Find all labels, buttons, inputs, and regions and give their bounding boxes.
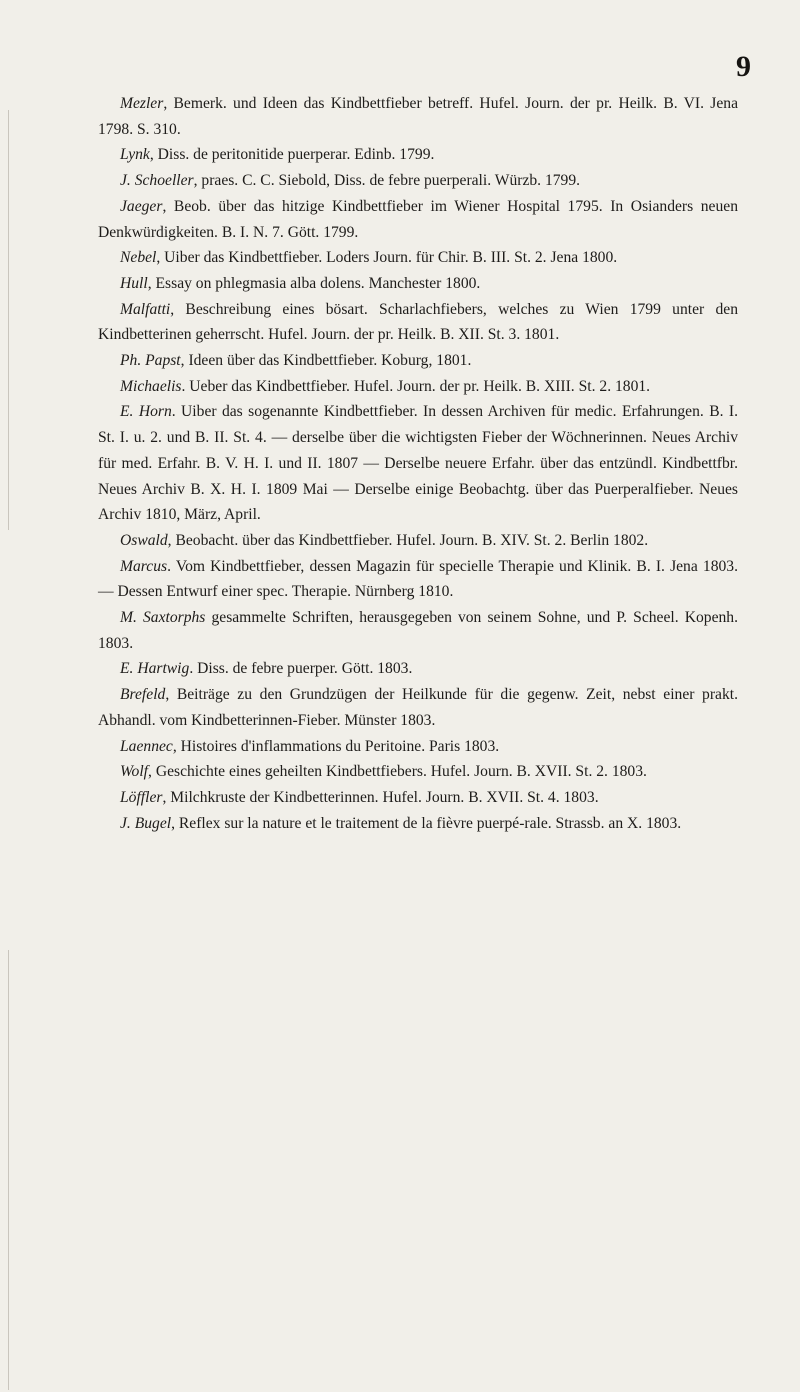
reference-text: , Geschichte eines geheilten Kindbettfiebers. Hufel. Journ. B. XVII. St. 2. 1803. — [148, 763, 647, 781]
reference-author: M. Saxtorphs — [120, 609, 206, 627]
reference-entry — [98, 194, 738, 245]
reference-text: . Uiber das sogenannte Kindbettfieber. In dessen Archiven für medic. Erfahrungen. B. I. St. I. u. 2. und B. II. St. 4. — derselbe über die wichtigsten Fieber der Wöchnerinnen. Neues Archiv für med. Erfahr. B. V. H. I. und II. 1807 — Derselbe neuere Erfahr. über das entzündl. Kindbettfbr. Neues Archiv B. X. H. I. 1809 Mai — Derselbe einige Beobachtg. über das Puerperalfieber. Neues Archiv 1810, März, April. — [98, 403, 738, 524]
reference-author: J. Bugel — [120, 814, 172, 832]
reference-entry — [98, 374, 738, 400]
reference-author: E. Hartwig — [120, 660, 190, 678]
reference-text: , Beob. über das hitzige Kindbettfieber im Wiener Hospital 1795. In Osianders neuen Denkwürdigkeiten. B. I. N. 7. Gött. 1799. — [98, 197, 738, 241]
reference-list — [98, 91, 738, 836]
reference-entry — [98, 245, 738, 271]
reference-text: , Bemerk. und Ideen das Kindbettfieber betreff. Hufel. Journ. der pr. Heilk. B. VI. Jena 1798. S. 310. — [98, 95, 738, 138]
reference-author: Marcus — [120, 557, 168, 575]
reference-text: gesammelte Schriften, herausgegeben von seinem Sohne, und P. Scheel. Kopenh. 1803. — [98, 609, 738, 652]
reference-entry — [98, 142, 738, 168]
reference-author: E. Horn — [120, 403, 172, 421]
reference-entry — [98, 91, 738, 142]
reference-text: . Diss. de febre puerper. Gött. 1803. — [189, 660, 413, 678]
reference-author: Ph. Papst — [120, 352, 181, 370]
reference-author: Löffler — [120, 788, 163, 806]
reference-entry — [98, 297, 738, 348]
reference-text: , praes. C. C. Siebold, Diss. de febre puerperali. Würzb. 1799. — [193, 172, 581, 190]
reference-entry — [98, 734, 738, 760]
reference-text: , Beobacht. über das Kindbettfieber. Hufel. Journ. B. XIV. St. 2. Berlin 1802. — [167, 531, 649, 549]
reference-text: , Beschreibung eines bösart. Scharlachfiebers, welches zu Wien 1799 unter den Kindbetterinen geherrscht. Hufel. Journ. der pr. Heilk. B. XII. St. 3. 1801. — [98, 300, 738, 344]
reference-author: Nebel — [120, 249, 157, 267]
reference-entry — [98, 554, 738, 605]
reference-entry — [98, 785, 738, 811]
reference-entry — [98, 656, 738, 682]
reference-author: Hull — [120, 274, 148, 292]
reference-author: Jaeger — [120, 197, 163, 215]
reference-text: , Histoires d'inflammations du Peritoine. Paris 1803. — [172, 737, 500, 755]
reference-author: Oswald — [120, 531, 168, 549]
reference-text: , Uiber das Kindbettfieber. Loders Journ. für Chir. B. III. St. 2. Jena 1800. — [156, 249, 618, 267]
reference-author: Wolf — [120, 763, 149, 781]
reference-text: , Ideen über das Kindbettfieber. Koburg, 1801. — [180, 352, 472, 370]
reference-text: , Diss. de peritonitide puerperar. Edinb. 1799. — [149, 146, 435, 164]
reference-text: , Reflex sur la nature et le traitement de la fièvre puerpé-rale. Strassb. an X. 1803. — [171, 814, 682, 832]
reference-entry — [98, 168, 738, 194]
page-number: 9 — [736, 50, 751, 83]
reference-author: Michaelis — [120, 377, 182, 395]
reference-entry — [98, 759, 738, 785]
reference-entry — [98, 271, 738, 297]
reference-text: , Beiträge zu den Grundzügen der Heilkunde für die gegenw. Zeit, nebst einer prakt. Abhandl. vom Kindbetterinnen-Fieber. Münster 1803. — [98, 686, 738, 729]
reference-entry — [98, 528, 738, 554]
reference-author: Mezler — [120, 95, 164, 112]
reference-entry — [98, 399, 738, 528]
reference-author: Laennec — [120, 737, 173, 755]
reference-author: Brefeld — [120, 686, 166, 704]
margin-shadow-bottom — [8, 950, 9, 1390]
reference-entry — [98, 348, 738, 374]
reference-text: . Vom Kindbettfieber, dessen Magazin für specielle Therapie und Klinik. B. I. Jena 1803. — Dessen Entwurf einer spec. Therapie. Nürnberg 1810. — [98, 557, 738, 601]
reference-author: J. Schoeller — [120, 172, 194, 190]
reference-author: Malfatti — [120, 300, 171, 318]
margin-shadow-top — [8, 110, 9, 530]
reference-entry — [98, 811, 738, 837]
reference-text: , Milchkruste der Kindbetterinnen. Hufel. Journ. B. XVII. St. 4. 1803. — [162, 788, 599, 806]
reference-author: Lynk — [120, 146, 150, 164]
reference-text: , Essay on phlegmasia alba dolens. Manchester 1800. — [147, 274, 481, 292]
reference-text: . Ueber das Kindbettfieber. Hufel. Journ. der pr. Heilk. B. XIII. St. 2. 1801. — [181, 377, 651, 395]
reference-entry — [98, 605, 738, 656]
reference-entry — [98, 682, 738, 733]
